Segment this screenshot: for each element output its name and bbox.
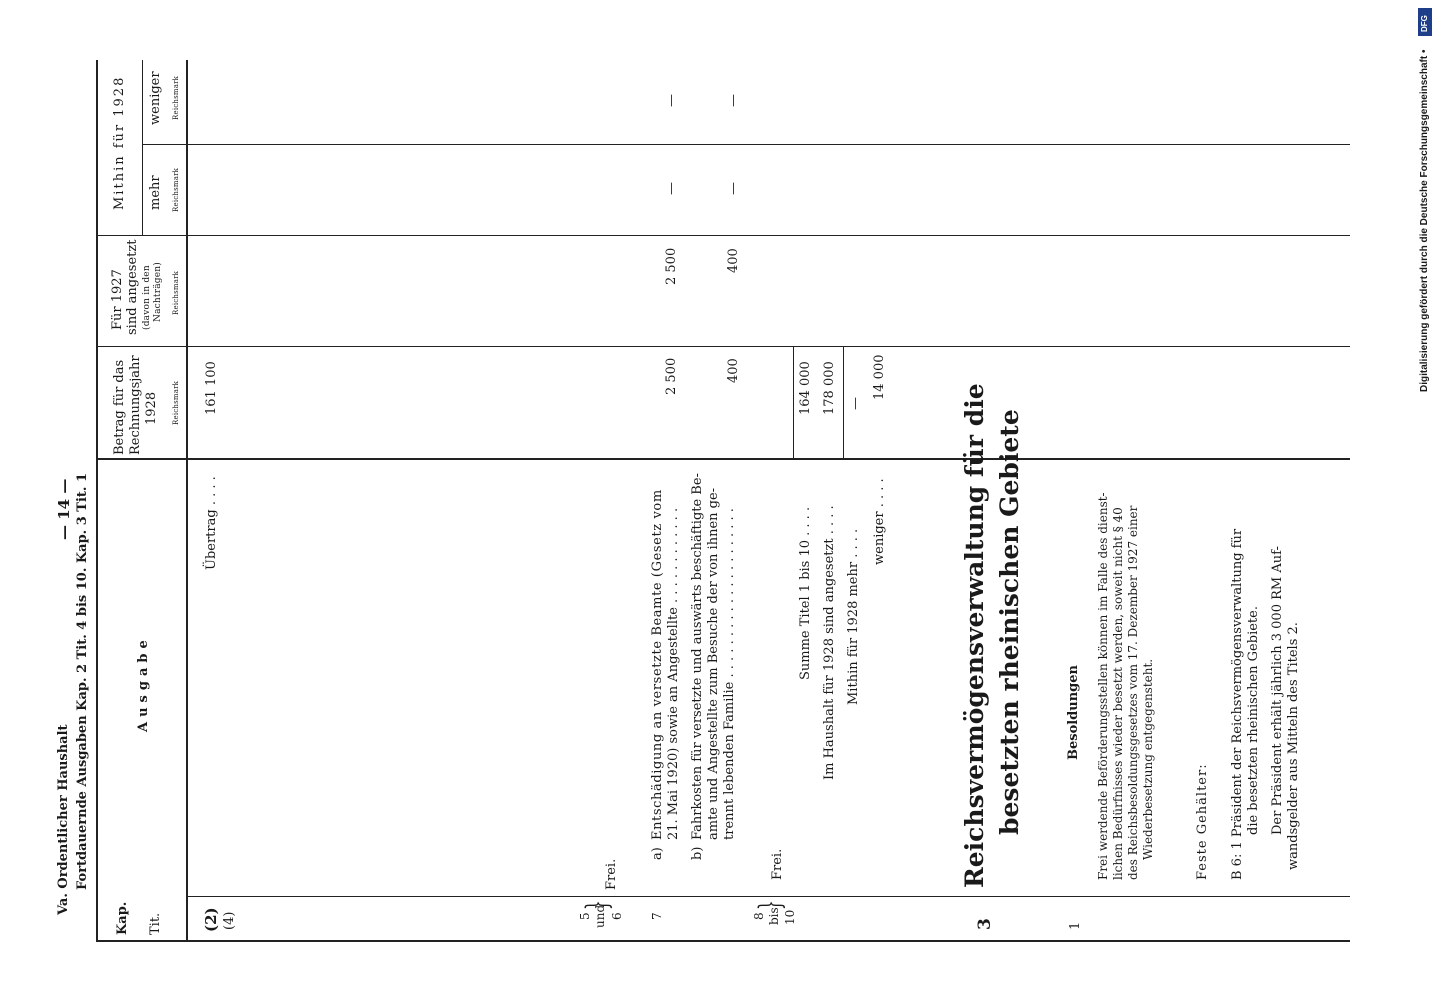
col-header-1927-2: sind angesetzt — [125, 239, 140, 335]
col-header-ausgabe: Ausgabe — [136, 635, 151, 732]
summe-label: Summe Titel 1 bis 10 . . . . — [798, 506, 813, 680]
subtotal-line-1 — [793, 346, 794, 458]
col-header-betrag-3: 1928 — [144, 391, 159, 425]
tit-7a-prefix: a) — [650, 847, 665, 860]
tit-5-6-frei: Frei. — [604, 858, 619, 890]
header-line2: Fortdauernde Ausgaben Kap. 2 Tit. 4 bis 10. Kap. 3 Tit. 1 — [75, 472, 90, 890]
col-divider-mehr-weniger — [142, 144, 1350, 145]
col-header-1927-1: Für 1927 — [110, 269, 125, 330]
tit-7b-line1: Fahrkosten für versetzte und auswärts beschäftigte Be- — [690, 473, 705, 840]
b6-line2: die besetzten rheinischen Gebiete. — [1246, 606, 1261, 835]
uebertrag-betrag: 161 100 — [204, 361, 219, 415]
tit-7a-1927: 2 500 — [664, 247, 679, 285]
weniger-label: weniger . . . . — [872, 478, 887, 565]
col-header-1927-unit: Reichsmark — [172, 270, 180, 315]
subtotal-line-2 — [843, 346, 844, 458]
tit-5: 5 — [578, 912, 592, 920]
dfg-logo-text: DFG — [1420, 15, 1429, 32]
brace-5-6: } — [580, 900, 615, 910]
tit-7b-prefix: b) — [690, 846, 705, 860]
weniger-value: 14 000 — [872, 354, 887, 400]
kap3-title-line2: besetzten rheinischen Gebiete — [995, 409, 1024, 835]
tit-7a-betrag: 2 500 — [664, 357, 679, 395]
col-header-weniger: weniger — [148, 71, 163, 125]
col-header-mehr-unit: Reichsmark — [172, 167, 180, 212]
col-header-mehr: mehr — [148, 175, 163, 210]
col-header-betrag-1: Betrag für das — [112, 359, 127, 455]
kap3-title-line1: Reichsvermögensverwaltung für die — [960, 383, 989, 888]
col-header-betrag-unit: Reichsmark — [172, 380, 180, 425]
tit-7a-weniger: — — [664, 94, 679, 107]
row-tit-4: (4) — [222, 911, 237, 930]
para1-line2: lichen Bedürfnisses wieder besetzt werden, soweit nicht § 40 — [1111, 507, 1125, 880]
para1-line3: des Reichsbesoldungsgesetzes vom 17. Dezember 1927 einer — [1126, 505, 1140, 880]
header-row-divider — [186, 60, 188, 942]
tit-7b-weniger: — — [726, 94, 741, 107]
digitization-credit: Digitalisierung gefördert durch die Deutsche Forschungsgemeinschaft • — [1419, 49, 1430, 392]
col-header-1927-4: Nachträgen) — [153, 262, 163, 322]
para1-line1: Frei werdende Beförderungsstellen können im Falle des dienst- — [1096, 492, 1110, 880]
feste-gehaelter: Feste Gehälter: — [1195, 763, 1210, 880]
tit-6: 6 — [610, 912, 624, 920]
col-header-kap: Kap. — [115, 901, 130, 935]
table-left-border — [96, 60, 98, 942]
col-divider-ausgabe-betrag — [96, 458, 1350, 460]
col-divider-1927-mithin — [96, 235, 1350, 236]
tit-8: 8 — [752, 912, 766, 920]
col-header-weniger-unit: Reichsmark — [172, 75, 180, 120]
tit-7a-line1: Entschädigung an versetzte Beamte (Gesetz vom — [650, 489, 665, 840]
tit-10: 10 — [783, 909, 797, 925]
row-kap-3: 3 — [975, 918, 995, 930]
tit-7a-line2: 21. Mai 1920) sowie an Angestellte . . . . . . . . . . . . — [666, 507, 681, 840]
tit-7b-betrag: 400 — [726, 358, 741, 383]
col-divider-kap-ausgabe — [186, 896, 1350, 897]
page-number: — 14 — — [55, 478, 73, 540]
tit-7b-1927: 400 — [726, 248, 741, 273]
haushalt-value: 178 000 — [822, 361, 837, 415]
tit-7b-line3: trennt lebenden Familie . . . . . . . . . . . . . . . . . . . . . — [722, 508, 737, 840]
tit-5-6-und: und — [593, 904, 607, 928]
table-top-border — [96, 940, 1350, 942]
col-header-tit: Tit. — [148, 912, 163, 935]
b6-line1: B 6: 1 Präsident der Reichsvermögensverwaltung für — [1230, 528, 1245, 880]
tit-1: 1 — [1068, 921, 1083, 930]
tit-7: 7 — [650, 912, 664, 920]
tit-7b-line2: amte und Angestellte zum Besuche der von ihnen ge- — [706, 487, 721, 840]
col-divider-betrag-1927 — [96, 346, 1350, 347]
tit-7a-mehr: — — [664, 182, 679, 195]
brace-8-10: } — [753, 900, 788, 910]
col-header-1927-3: (davon in den — [142, 265, 152, 330]
para1-line4: Wiederbesetzung entgegensteht. — [1141, 658, 1155, 860]
tit-7b-mehr: — — [726, 182, 741, 195]
praesident-line1: Der Präsident erhält jährlich 3 000 RM Auf- — [1270, 546, 1285, 835]
tit-8-10-frei: Frei. — [770, 848, 785, 880]
besoldungen-heading: Besoldungen — [1066, 665, 1081, 760]
dfg-logo — [1418, 8, 1432, 36]
mithin-mehr-label: Mithin für 1928 mehr . . . . — [846, 528, 861, 705]
mithin-header-divider — [142, 60, 143, 236]
uebertrag-label: Übertrag . . . . — [204, 476, 219, 570]
col-header-mithin: Mithin für 1928 — [112, 75, 127, 210]
header-line1: Va. Ordentlicher Haushalt — [56, 724, 71, 915]
mithin-mehr-value: — — [848, 397, 863, 410]
praesident-line2: wandsgelder aus Mitteln des Titels 2. — [1286, 622, 1301, 870]
summe-value: 164 000 — [798, 361, 813, 415]
col-header-betrag-2: Rechnungsjahr — [128, 355, 143, 455]
tit-8-10-bis: bis — [767, 907, 781, 925]
haushalt-label: Im Haushalt für 1928 sind angesetzt . . . . — [822, 505, 837, 780]
row-kap-2: (2) — [202, 907, 220, 932]
